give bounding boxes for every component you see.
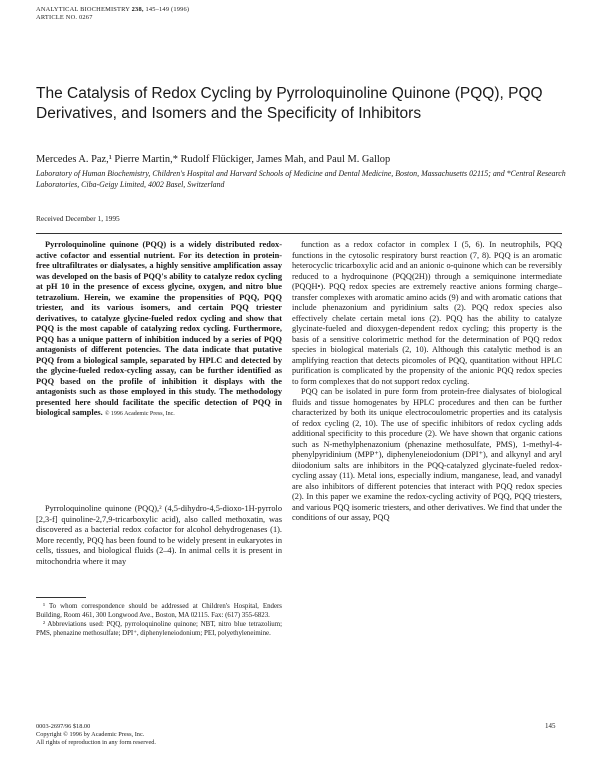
footnote-1: ¹ To whom correspondence should be addressed at Children's Hospital, Enders Building, Room 461, 300 Longwood Ave., Boston, MA 02115. Fax: (617) 355-6823. bbox=[36, 603, 282, 619]
received-date: Received December 1, 1995 bbox=[36, 214, 120, 223]
footnote-2: ² Abbreviations used: PQQ, pyrroloquinoline quinone; NBT, nitro blue tetrazolium; PMS, phenazine methosulfate; DPI⁺, diphenyleneiodonium; PEI, polyethyleneimine. bbox=[36, 621, 282, 637]
issn-price: 0003-2697/96 $18.00 bbox=[36, 723, 91, 730]
paper-title: The Catalysis of Redox Cycling by Pyrroloquinoline Quinone (PQQ), PQQ Derivatives, and Isomers and the Specificity of Inhibitors bbox=[36, 85, 543, 122]
body-paragraph-1: function as a redox cofactor in complex I (5, 6). In neutrophils, PQQ functions in the cytosolic respiratory burst reaction (7, 8). PQQ is an aromatic heterocyclic tricarboxylic acid and an anionic o-quinone which can be reversibly reduced to a hydroquinone (PQQ(2H)) through a semiquinone intermediate (PQQH•). PQQ redox species are extremely reactive anions forming charge–transfer complexes with aromatic amino acids (9) and with aromatic cations that include phenazonium and pyridinium salts (2). PQQ redox species also effectively chelate certain metal ions (2). PQQ has the ability to catalyze glycinate-fueled and dioxygen-dependent redox cycling; this property is the basis of a sensitive colorimetric method for the determination of PQQ redox species in biological materials (2, 10). Although this catalytic method is an amplifying reaction that detects picomoles of PQQ, quantitation without HPLC purification is complicated by the propensity of the anionic PQQ redox species to form complexes that do not support redox cycling. bbox=[292, 240, 562, 386]
body-left-column bbox=[36, 504, 282, 567]
abstract-copyright: © 1996 Academic Press, Inc. bbox=[104, 411, 175, 417]
abstract bbox=[36, 240, 282, 420]
footnote-divider bbox=[36, 597, 86, 598]
abstract-text: Pyrroloquinoline quinone (PQQ) is a widely distributed redox-active cofactor and essential nutrient. For its detection in protein-free ultrafiltrates or dialysates, a highly sensitive amplification assay was developed on the basis of PQQ's ability to catalyze redox cycling at pH 10 in the presence of excess glycine, oxygen, and nitro blue tetrazolium. Herein, we examine the propensities of PQQ, PQQ triester, and its various isomers, and certain PQQ triester derivatives, to catalyze glycine-fueled redox cycling and show that PQQ is the most capable of catalyzing redox cycling. Furthermore, PQQ has a unique pattern of inhibition induced by a series of PQQ antagonists of different potencies. The data indicate that putative PQQ from a biological sample, separated by HPLC and detected by the glycine-fueled redox-cycling assay, can be further identified as PQQ based on the profile of inhibition it displays with the antagonists such as those employed in this study. The methodology presented here should facilitate the specific detection of PQQ in biological samples. bbox=[36, 240, 282, 417]
body-paragraph-2: PQQ can be isolated in pure form from protein-free dialysates of biological fluids and tissue homogenates by HPLC procedures and then can be further characterized by both its unique electrocoulometric properties and its catalysis of redox cycling (2, 10). The use of specific inhibitors of redox cycling adds additional specificity to this procedure (2). We have shown that organic cations such as N-methylphenazonium (phenazine methosulfate, PMS), 1-methyl-4-phenylpyridinium (MPP⁺), diphenyleneiodonium (DPI⁺), and alkynyl and aryl diiodonium salts are inhibitors in the PQQ-catalyzed glycinate-fueled redox-cycling assay (11). Metal ions, especially indium, manganese, lead, and vanadyl are also inhibitors of different potencies that interact with PQQ redox species (2). In this paper we examine the redox-cycling activity of PQQ, PQQ triesters, and various PQQ isomeric triesters, and other derivatives. We find that under the conditions of our assay, PQQ bbox=[292, 387, 562, 522]
header-divider bbox=[36, 233, 562, 234]
author-list: Mercedes A. Paz,¹ Pierre Martin,* Rudolf Flückiger, James Mah, and Paul M. Gallop bbox=[36, 154, 391, 165]
imprint bbox=[36, 723, 156, 748]
journal-name: ANALYTICAL BIOCHEMISTRY bbox=[36, 6, 130, 13]
volume-number: 238, bbox=[131, 6, 144, 13]
article-number: ARTICLE NO. 0267 bbox=[36, 14, 93, 21]
footnotes bbox=[36, 602, 282, 638]
publisher-copyright: Copyright © 1996 by Academic Press, Inc. bbox=[36, 731, 145, 739]
affiliation: Laboratory of Human Biochemistry, Children's Hospital and Harvard Schools of Medicine and Dental Medicine, Boston, Massachusetts 02115; and *Central Research Laboratories, Ciba-Geigy Limited, 4002 Basel, Switzerland bbox=[36, 169, 566, 189]
pages-year: 145–149 (1996) bbox=[145, 6, 190, 13]
intro-paragraph: Pyrroloquinoline quinone (PQQ),² (4,5-dihydro-4,5-dioxo-1H-pyrrolo [2,3-f] quinoline-2,7,9-tricarboxylic acid), also called methoxatin, was discovered as a bacterial redox cofactor for alcohol dehydrogenases (1). More recently, PQQ has been found to be widely present in eukaryotes in cells, tissues, and biological fluids (2–4). In animal cells it is present in mitochondria where it may bbox=[36, 504, 282, 566]
page-number: 145 bbox=[545, 722, 556, 730]
running-head bbox=[36, 6, 189, 22]
rights-notice: All rights of reproduction in any form reserved. bbox=[36, 739, 156, 747]
body-right-column bbox=[292, 240, 562, 524]
